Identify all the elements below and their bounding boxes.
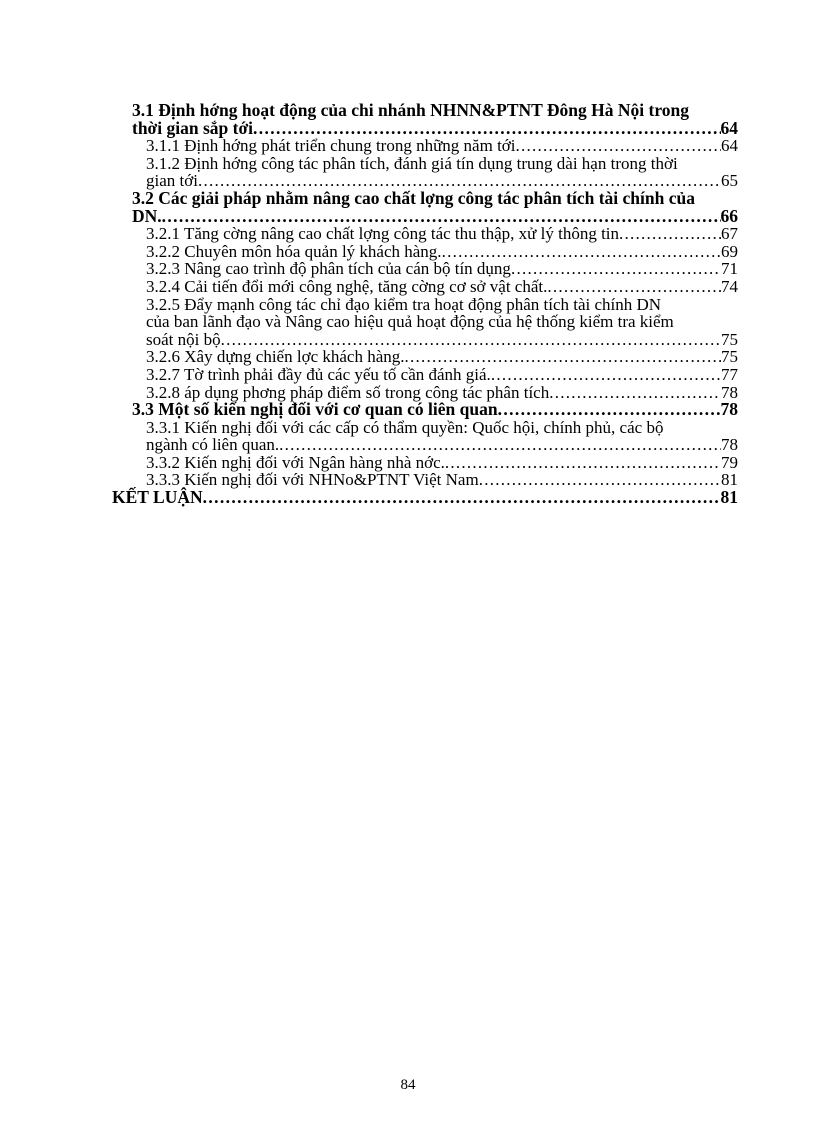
- toc-entry-title: 3.2.4 Cải tiến đổi mới công nghệ, tăng cờng cơ sở vật chất.: [146, 276, 548, 296]
- toc-entry-3-1-2[interactable]: [112, 155, 738, 190]
- toc-entry-3-2-5[interactable]: [112, 296, 738, 349]
- toc-entry-title: 3.2.3 Nâng cao trình độ phân tích của cán bộ tín dụng: [146, 259, 511, 279]
- toc-page-number: 71: [721, 259, 738, 279]
- toc-page-number: 75: [721, 329, 738, 349]
- dot-leader: [549, 384, 721, 402]
- dot-leader: [442, 243, 721, 261]
- toc-entry-title: KẾT LUẬN: [112, 487, 203, 508]
- toc-entry-3-2[interactable]: [112, 187, 738, 226]
- toc-entry-title: 3.3 Một số kiến nghị đối với cơ quan có liên quan: [132, 399, 498, 420]
- toc-entry-title: gian tới: [146, 171, 198, 191]
- toc-entry-3-3[interactable]: [112, 401, 738, 419]
- toc-entry-ket-luan[interactable]: [112, 489, 738, 507]
- toc-entry-3-3-2[interactable]: [112, 454, 738, 472]
- dot-leader: [491, 366, 721, 384]
- dot-leader: [479, 471, 721, 489]
- toc-entry-3-2-7[interactable]: [112, 366, 738, 384]
- dot-leader: [162, 208, 721, 226]
- dot-leader: [619, 225, 721, 243]
- toc-entry-text: của ban lãnh đạo và Nâng cao hiệu quả hoạt động của hệ thống kiểm tra kiểm: [146, 312, 674, 332]
- toc-entry-title: soát nội bộ: [146, 329, 221, 349]
- toc-page-number: 64: [721, 136, 738, 156]
- page-number: 84: [400, 1077, 416, 1093]
- toc-page-number: 77: [721, 364, 738, 384]
- toc-entry-title: 3.2.1 Tăng cờng nâng cao chất lợng công tác thu thập, xử lý thông tin: [146, 224, 620, 244]
- toc-page-number: 79: [721, 452, 738, 472]
- toc-entry-text: 3.2 Các giải pháp nhằm nâng cao chất lợng công tác phân tích tài chính của: [132, 187, 695, 208]
- toc-entry-3-3-3[interactable]: [112, 471, 738, 489]
- toc-page-number: 66: [720, 205, 738, 226]
- toc-entry-title: thời gian sắp tới: [132, 117, 254, 138]
- toc-page-number: 75: [721, 347, 738, 367]
- toc-entry-title: 3.3.3 Kiến nghị đối với NHNo&PTNT Việt Nam: [146, 470, 479, 490]
- toc-entry-title: 3.3.2 Kiến nghị đối với Ngân hàng nhà nớc.: [146, 452, 445, 472]
- dot-leader: [498, 401, 721, 419]
- toc-entry-3-1[interactable]: [112, 102, 738, 137]
- toc-entry-text: 3.1.2 Định hớng công tác phân tích, đánh giá tín dụng trung dài hạn trong thời: [146, 153, 678, 173]
- toc-page-number: 64: [720, 117, 738, 138]
- toc-entry-3-3-1[interactable]: [112, 419, 738, 454]
- toc-entry-title: 3.2.8 áp dụng phơng pháp điểm số trong công tác phân tích: [146, 382, 550, 402]
- dot-leader: [516, 137, 721, 155]
- toc-entry-3-2-1[interactable]: [112, 225, 738, 243]
- toc-page-number: 67: [721, 224, 738, 244]
- dot-leader: [547, 278, 721, 296]
- toc-page-number: 81: [720, 487, 738, 508]
- toc-entry-title: 3.2.2 Chuyên môn hóa quản lý khách hàng.: [146, 241, 442, 261]
- toc-page-number: 69: [721, 241, 738, 261]
- dot-leader: [511, 260, 721, 278]
- dot-leader: [221, 331, 721, 349]
- table-of-contents: [112, 102, 738, 507]
- toc-entry-text: 3.2.5 Đẩy mạnh công tác chỉ đạo kiểm tra hoạt động phân tích tài chính DN: [146, 294, 662, 314]
- toc-entry-3-1-1[interactable]: [112, 137, 738, 155]
- dot-leader: [279, 436, 721, 454]
- toc-page-number: 78: [721, 382, 738, 402]
- toc-entry-3-2-2[interactable]: [112, 243, 738, 261]
- toc-entry-3-2-4[interactable]: [112, 278, 738, 296]
- dot-leader: [445, 454, 721, 472]
- toc-entry-title: 3.2.7 Tờ trình phải đầy đủ các yếu tố cần đánh giá.: [146, 364, 491, 384]
- dot-leader: [253, 120, 720, 138]
- toc-entry-title: DN.: [132, 205, 162, 226]
- toc-entry-text: 3.1 Định hớng hoạt động của chi nhánh NHNN&PTNT Đông Hà Nội trong: [132, 100, 690, 120]
- toc-page-number: 78: [720, 399, 738, 420]
- toc-page-number: 65: [721, 171, 738, 191]
- dot-leader: [203, 489, 721, 507]
- toc-entry-title: ngành có liên quan.: [146, 435, 280, 455]
- toc-page-number: 74: [721, 276, 738, 296]
- toc-entry-3-2-3[interactable]: [112, 260, 738, 278]
- toc-entry-3-2-6[interactable]: [112, 348, 738, 366]
- dot-leader: [405, 348, 722, 366]
- toc-entry-title: 3.2.6 Xây dựng chiến lợc khách hàng.: [146, 347, 405, 367]
- toc-entry-text: 3.3.1 Kiến nghị đối với các cấp có thẩm quyền: Quốc hội, chính phủ, các bộ: [146, 417, 664, 437]
- toc-page-number: 78: [721, 435, 738, 455]
- toc-page-number: 81: [721, 470, 738, 490]
- toc-entry-title: 3.1.1 Định hớng phát triển chung trong những năm tới: [146, 136, 516, 156]
